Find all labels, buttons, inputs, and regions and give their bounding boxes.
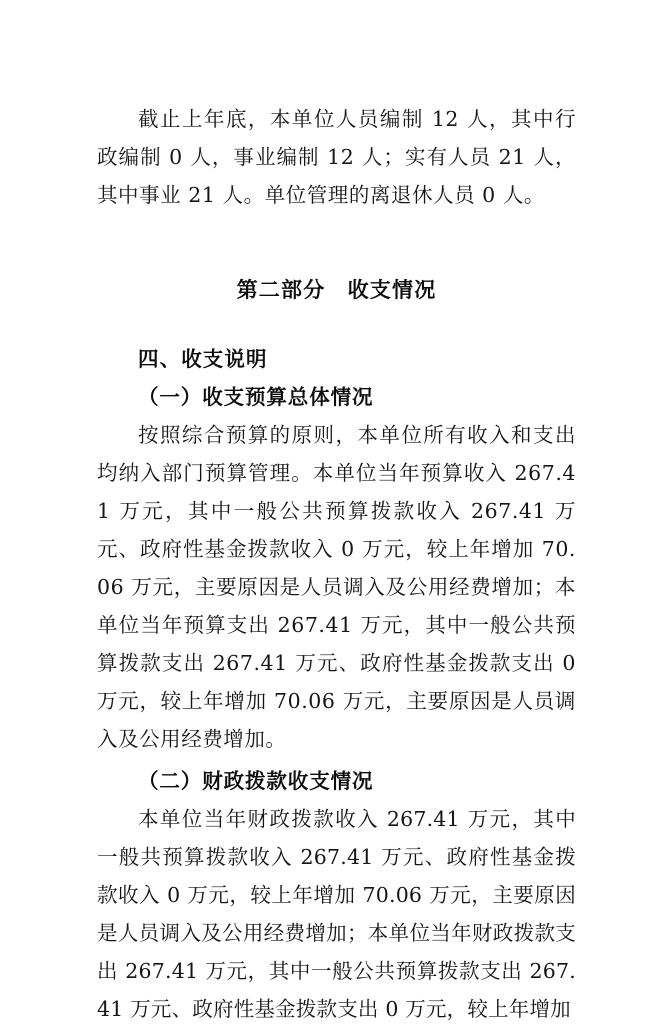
- subsection-heading-two: （二）财政拨款收支情况: [138, 769, 374, 793]
- staffing-paragraph: 截止上年底，本单位人员编制 12 人，其中行政编制 0 人，事业编制 12 人；实有人员 21 人，其中事业 21 人。单位管理的离退休人员 0 人。: [97, 107, 576, 207]
- part-title: 第二部分 收支情况: [236, 279, 437, 302]
- spacer-before-part-title: [97, 214, 576, 272]
- page-content: [97, 100, 576, 1028]
- subsection-heading-one: （一）收支预算总体情况: [138, 385, 374, 409]
- spacer-after-part-title: [97, 310, 576, 340]
- section-heading-four: 四、收支说明: [138, 347, 268, 371]
- subsection-one-paragraph: 按照综合预算的原则，本单位所有收入和支出均纳入部门预算管理。本单位当年预算收入 267.41 万元，其中一般公共预算拨款收入 267.41 万元、政府性基金拨款收入 0 万元，较上年增加 70.06 万元，主要原因是人员调入及公用经费增加；本单位当年预算支出 267.41 万元，其中一般公共预算拨款支出 267.41 万元、政府性基金拨款支出 0 万元，较上年增加 70.06 万元，主要原因是人员调入及公用经费增加。: [97, 423, 576, 751]
- subsection-two-paragraph: 本单位当年财政拨款收入 267.41 万元，其中一般共预算拨款收入 267.41 万元、政府性基金拨款收入 0 万元，较上年增加 70.06 万元，主要原因是人员调入及公用经费增加；本单位当年财政拨款支出 267.41 万元，其中一般公共预算拨款支出 267.41 万元、政府性基金拨款支出 0 万元，较上年增加: [97, 807, 576, 1021]
